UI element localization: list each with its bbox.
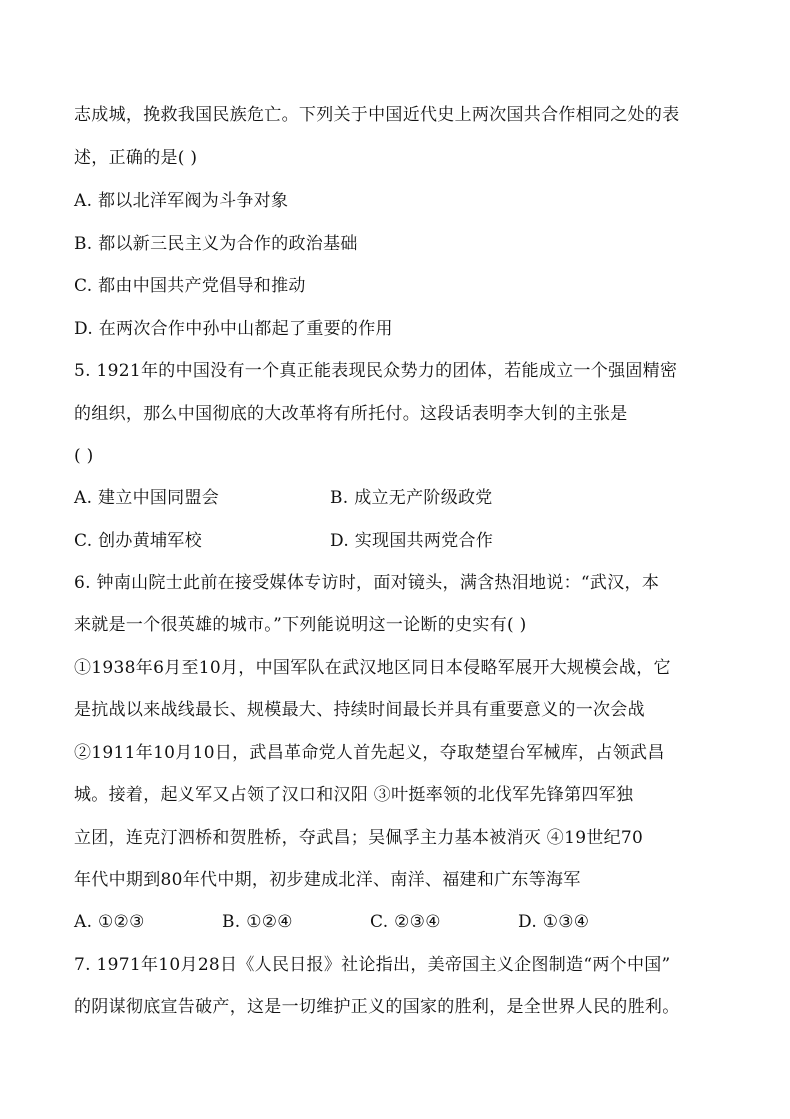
q4-option-b: B. 都以新三民主义为合作的政治基础 bbox=[74, 234, 358, 254]
q6-option-a: A. ①②③ bbox=[74, 912, 145, 932]
q4-option-d: D. 在两次合作中孙中山都起了重要的作用 bbox=[74, 319, 393, 339]
q4-option-a: A. 都以北洋军阀为斗争对象 bbox=[74, 191, 289, 211]
q6-option-d: D. ①③④ bbox=[518, 912, 590, 932]
q6-stem-line-2: 来就是一个很英雄的城市。”下列能说明这一论断的史实有( ) bbox=[74, 615, 527, 635]
q7-stem-line-2: 的阴谋彻底宣告破产，这是一切维护正义的国家的胜利，是全世界人民的胜利。 bbox=[74, 997, 680, 1017]
q5-option-d: D. 实现国共两党合作 bbox=[330, 531, 494, 551]
q5-stem-line-3: ( ) bbox=[74, 446, 94, 466]
q4-option-c: C. 都由中国共产党倡导和推动 bbox=[74, 276, 306, 296]
q5-option-a: A. 建立中国同盟会 bbox=[74, 488, 220, 508]
q6-item-4-line-2: 年代中期到80年代中期，初步建成北洋、南洋、福建和广东等海军 bbox=[74, 870, 581, 890]
q6-item-2-line-1: ②1911年10月10日，武昌革命党人首先起义，夺取楚望台军械库，占领武昌 bbox=[74, 743, 665, 763]
q5-stem-line-2: 的组织，那么中国彻底的大改革将有所托付。这段话表明李大钊的主张是 bbox=[74, 404, 628, 424]
q6-option-c: C. ②③④ bbox=[370, 912, 441, 932]
q7-stem-line-1: 7. 1971年10月28日《人民日报》社论指出，美帝国主义企图制造“两个中国” bbox=[74, 955, 671, 975]
q5-option-b: B. 成立无产阶级政党 bbox=[330, 488, 493, 508]
q6-item-3-line-2: 立团，连克汀泗桥和贺胜桥，夺武昌；吴佩孚主力基本被消灭 ④19世纪70 bbox=[74, 828, 644, 848]
q5-stem-line-1: 5. 1921年的中国没有一个真正能表现民众势力的团体，若能成立一个强固精密 bbox=[74, 361, 678, 381]
q4-stem-line-1: 志成城，挽救我国民族危亡。下列关于中国近代史上两次国共合作相同之处的表 bbox=[74, 105, 680, 125]
q6-stem-line-1: 6. 钟南山院士此前在接受媒体专访时，面对镜头，满含热泪地说：“武汉，本 bbox=[74, 573, 660, 593]
q6-item-2-line-2: 城。接着，起义军又占领了汉口和汉阳 ③叶挺率领的北伐军先锋第四军独 bbox=[74, 785, 634, 805]
q6-item-1-line-1: ①1938年6月至10月，中国军队在武汉地区同日本侵略军展开大规模会战，它 bbox=[74, 658, 671, 678]
q6-item-1-line-2: 是抗战以来战线最长、规模最大、持续时间最长并具有重要意义的一次会战 bbox=[74, 700, 645, 720]
q5-option-c: C. 创办黄埔军校 bbox=[74, 531, 202, 551]
q6-option-b: B. ①②④ bbox=[222, 912, 293, 932]
q4-stem-line-2: 述，正确的是( ) bbox=[74, 148, 198, 168]
